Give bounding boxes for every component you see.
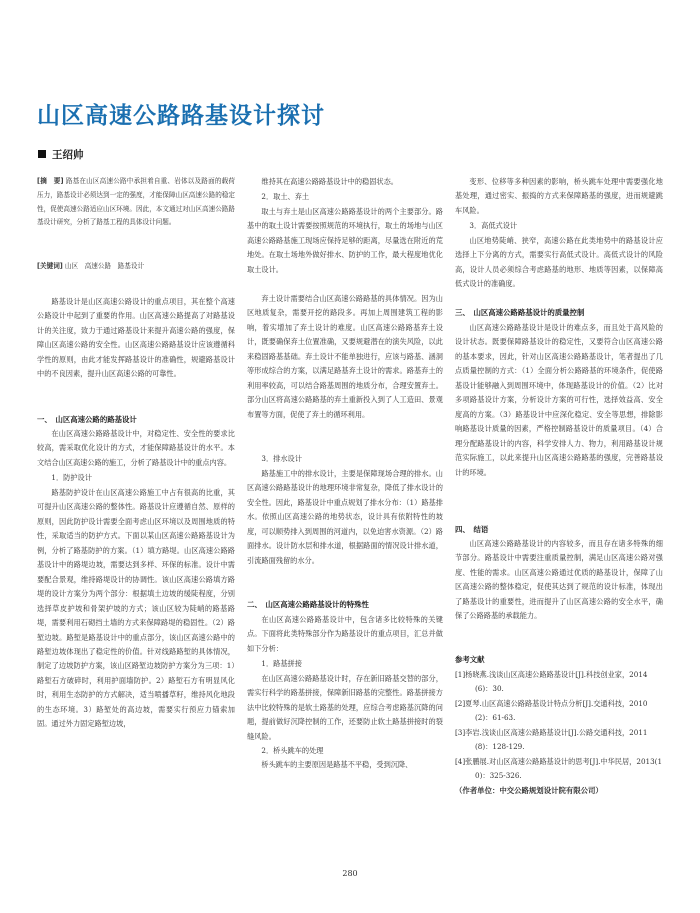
drainage-paragraph: 路基施工中的排水设计，主要是保障现场合理的排水。山区高速公路路基设计的地理环境非常复杂，降低了排水设计的安全性。因此，路基设计中重点规划了排水分布：（1）路基排水。依照山区高速公路的地势状态，设计具有依附特性的坡度，可以顺势排入到周围的河道内，以免迫害水资源。（2）路面排水。设计防水层和排水道，根据路面的情况设计排水道，引流路面残留的水分。 (247, 469, 443, 565)
bridge-head-paragraph: 桥头跳车的主要原因是路基不平稳，受到沉降、 (261, 760, 413, 769)
subheading-high-low-design: 3．高低式设计 (469, 221, 518, 230)
spoil-paragraph: 弃土设计需要结合山区高速公路路基的具体情况。因为山区地质复杂，需要开挖的路段多。再加上周围建筑工程的影响，着实增加了弃土设计的难度。山区高速公路路基弃土设计，既要确保弃土位置准确，又要规避潜在的演失风险，以此来稳固路基基础。弃土设计不能单独进行，应该与路基、涵洞等形成综合的方案，以满足路基弃土设计的需求。路基弃土的利用率较高，可以结合路基周围的地质分布，合理安置弃土。部分山区将高速公路路基的弃土重新投入到了人工造田、景观布置等方面，促使了弃土的循环利用。 (247, 294, 443, 419)
subheading-bridge-head-bump: 2．桥头跳车的处理 (261, 746, 324, 755)
reference-item: [1]杨晓燕.浅谈山区高速公路路基设计[J].科技创业家，2014(6)：30. (455, 670, 648, 694)
section-heading-4: 四、 结语 (455, 525, 489, 534)
abstract-text: 路基在山区高速公路中承担着自重、岩体以及路面的载荷压力，路基设计必须达到一定的强度，才能保障山区高速公路的稳定性，促使高速公路适应山区环境。因此，本文通过对山区高速公路路基设计研究，分析了路基工程的具体设计问题。 (37, 177, 235, 227)
square-bullet-icon (38, 150, 46, 158)
reference-item: [4]张鹏展.对山区高速公路路基设计的思考[J].中华民居，2013(10)：325-326. (455, 757, 663, 781)
continued-sentence: 维持其在高速公路路基设计中的稳固状态。 (261, 177, 398, 186)
reference-item: [2]夏琴.山区高速公路路基设计特点分析[J].交通科技，2010(2)：61-63. (455, 699, 648, 723)
keywords-label: [关键词] (37, 262, 63, 270)
keywords-text: 山区 高速公路 路基设计 (64, 262, 145, 270)
high-low-paragraph: 山区地势陡峭、狭窄，高速公路在此类地势中的路基设计应选择上下分离的方式，需要实行高低式设计。高低式设计的风险高，设计人员必须综合考虑路基的地形、地质等因素，以保障高低式设计的准确度。 (455, 236, 663, 289)
abstract-label: [摘 要] (37, 177, 64, 185)
section-1-paragraph: 在山区高速公路路基设计中，对稳定性、安全性的要求比较高，需采取优化设计的方式，才能保障路基设计的水平。本文结合山区高速公路的施工，分析了路基设计中的重点内容。 (37, 429, 235, 467)
conclusion-paragraph: 山区高速公路路基设计的内容较多，而且存在诸多特殊的细节部分。路基设计中需要注重质量控制，满足山区高速公路对强度、性能的需求。山区高速公路通过优质的路基设计，保障了山区高速公路的整体稳定，促使其达到了规范的设计标准，体现出了路基设计的重要性，进而提升了山区高速公路的安全水平，确保了公路路基的承载能力。 (455, 539, 663, 621)
column-3 (455, 175, 663, 799)
article-title: 山区高速公路路基设计探讨 (37, 103, 325, 129)
section-heading-3: 三、 山区高速公路路基设计的质量控制 (455, 308, 585, 317)
section-2-paragraph: 在山区高速公路路基设计中，包含诸多比较特殊的关键点。下面将此类特殊部分作为路基设计的重点项目，汇总并做如下分析： (247, 615, 443, 653)
borrow-paragraph: 取土与弃土是山区高速公路路基设计的两个主要部分。路基中的取土设计需要按照规范的环境执行，取土的场地与山区高速公路路基施工现场应保持足够的距离，尽量选在附近的荒地处。在取土场地外做好排水、防护的工作，最大程度地优化取土设计。 (247, 207, 443, 274)
section-heading-2: 二、 山区高速公路路基设计的特殊性 (247, 600, 369, 609)
subheading-protection-design: 1．防护设计 (51, 473, 92, 482)
quality-control-paragraph: 山区高速公路路基设计是设计的难点多，而且处于高风险的设计状态。既要保障路基设计的稳定性，又要符合山区高速公路的基本要求，因此，针对山区高速公路路基设计，笔者提出了几点质量控制的方式：（1）全面分析公路路基的环境条件，促使路基设计能够融入到周围环境中，体现路基设计的价值。（2）比对多项路基设计方案，分析设计方案的可行性，选择效益高、安全度高的方案。（3）路基设计中应深化稳定、安全等思想，排除影响路基设计质量的因素，严格控制路基设计的质量项目。（4）合理分配路基设计的内容，科学安排人力、物力，利用路基设计规范实际施工，以此来提升山区高速公路路基的强度，完善路基设计的环境。 (455, 323, 663, 477)
keywords (37, 260, 235, 274)
reference-item: [3]李岩.浅谈山区高速公路路基设计[J].公路交通科技，2011(8)：128-129. (455, 728, 648, 752)
abstract (37, 175, 235, 258)
subheading-earth-borrow-spoil: 2．取土、弃土 (261, 192, 310, 201)
column-2 (247, 175, 443, 773)
subheading-subgrade-splicing: 1．路基拼接 (261, 659, 302, 668)
subheading-drainage-design: 3．排水设计 (261, 454, 302, 463)
column-1 (37, 175, 235, 745)
bridge-head-continued: 变形、位移等多种因素的影响，桥头跳车处理中需要强化地基处理，通过密实、振捣的方式来保障路基的强度，进而规避跳车风险。 (455, 177, 663, 215)
intro-paragraph: 路基设计是山区高速公路设计的重点项目，其在整个高速公路设计中起到了重要的作用。山区高速公路提高了对路基设计的关注度，致力于通过路基设计来提升高速公路的强度，保障山区高速公路的安全性。山区高速公路路基设计应该遵循科学性的原则，由此才能发挥路基设计的准确性，规避路基设计中的不良因素，提升山区高速公路的可靠性。 (37, 297, 235, 379)
section-heading-1: 一、 山区高速公路的路基设计 (37, 415, 137, 424)
splicing-paragraph: 在山区高速公路路基设计时，存在新旧路基交替的部分，需实行科学的路基拼接，保障新旧路基的完整性。路基拼接方法中比较特殊的是软土路基的处理，应综合考虑路基沉降的问题，提前做好沉降控制的工作，还要防止软土路基拼接时的裂缝风险。 (247, 674, 443, 741)
page-number: 280 (342, 869, 358, 878)
author-unit: （作者单位：中交公路规划设计院有限公司） (455, 786, 603, 795)
author-line (38, 147, 84, 162)
references-heading: 参考文献 (455, 655, 485, 664)
author-name: 王绍帅 (52, 149, 84, 161)
protection-design-paragraph: 路基防护设计在山区高速公路施工中占有很高的比重，其可提升山区高速公路的整体性。路基设计应遵循自然、原样的原则，因此防护设计需要全面考虑山区环境以及周围地质的特性，采取适当的防护方式。下面以某山区高速公路路基设计为例，分析了路基防护的方案。（1）填方路堤。山区高速公路路基设计中的路堤边坡，需要达到多样、环保的标准。设计中需要配合景观，维持路堤设计的协调性。该山区高速公路填方路堤的设计方案分为两个部分：根据填土边坡的缓陡程度，分别选择草皮护坡和骨架护坡的方式；该山区较为陡峭的路基路堤，需要利用石砌挡土墙的方式来保障路堤的稳固性。（2）路堑边坡。路堑是路基设计中的重点部分，该山区高速公路中的路堑边坡体现出了稳定性的价值。针对线路路堑的具体情况，制定了边坡防护方案，该山区路堑边坡防护方案分为三项：1）路堑石方破碎时，利用护面墙防护。2）路堑石方有明显风化时，利用生态防护的方式解决，适当喷播草籽，维持风化地段的生态环境。3）路堑处的高边坡，需要实行预应力锚索加固。通过外力固定路堑边坡， (37, 488, 235, 729)
